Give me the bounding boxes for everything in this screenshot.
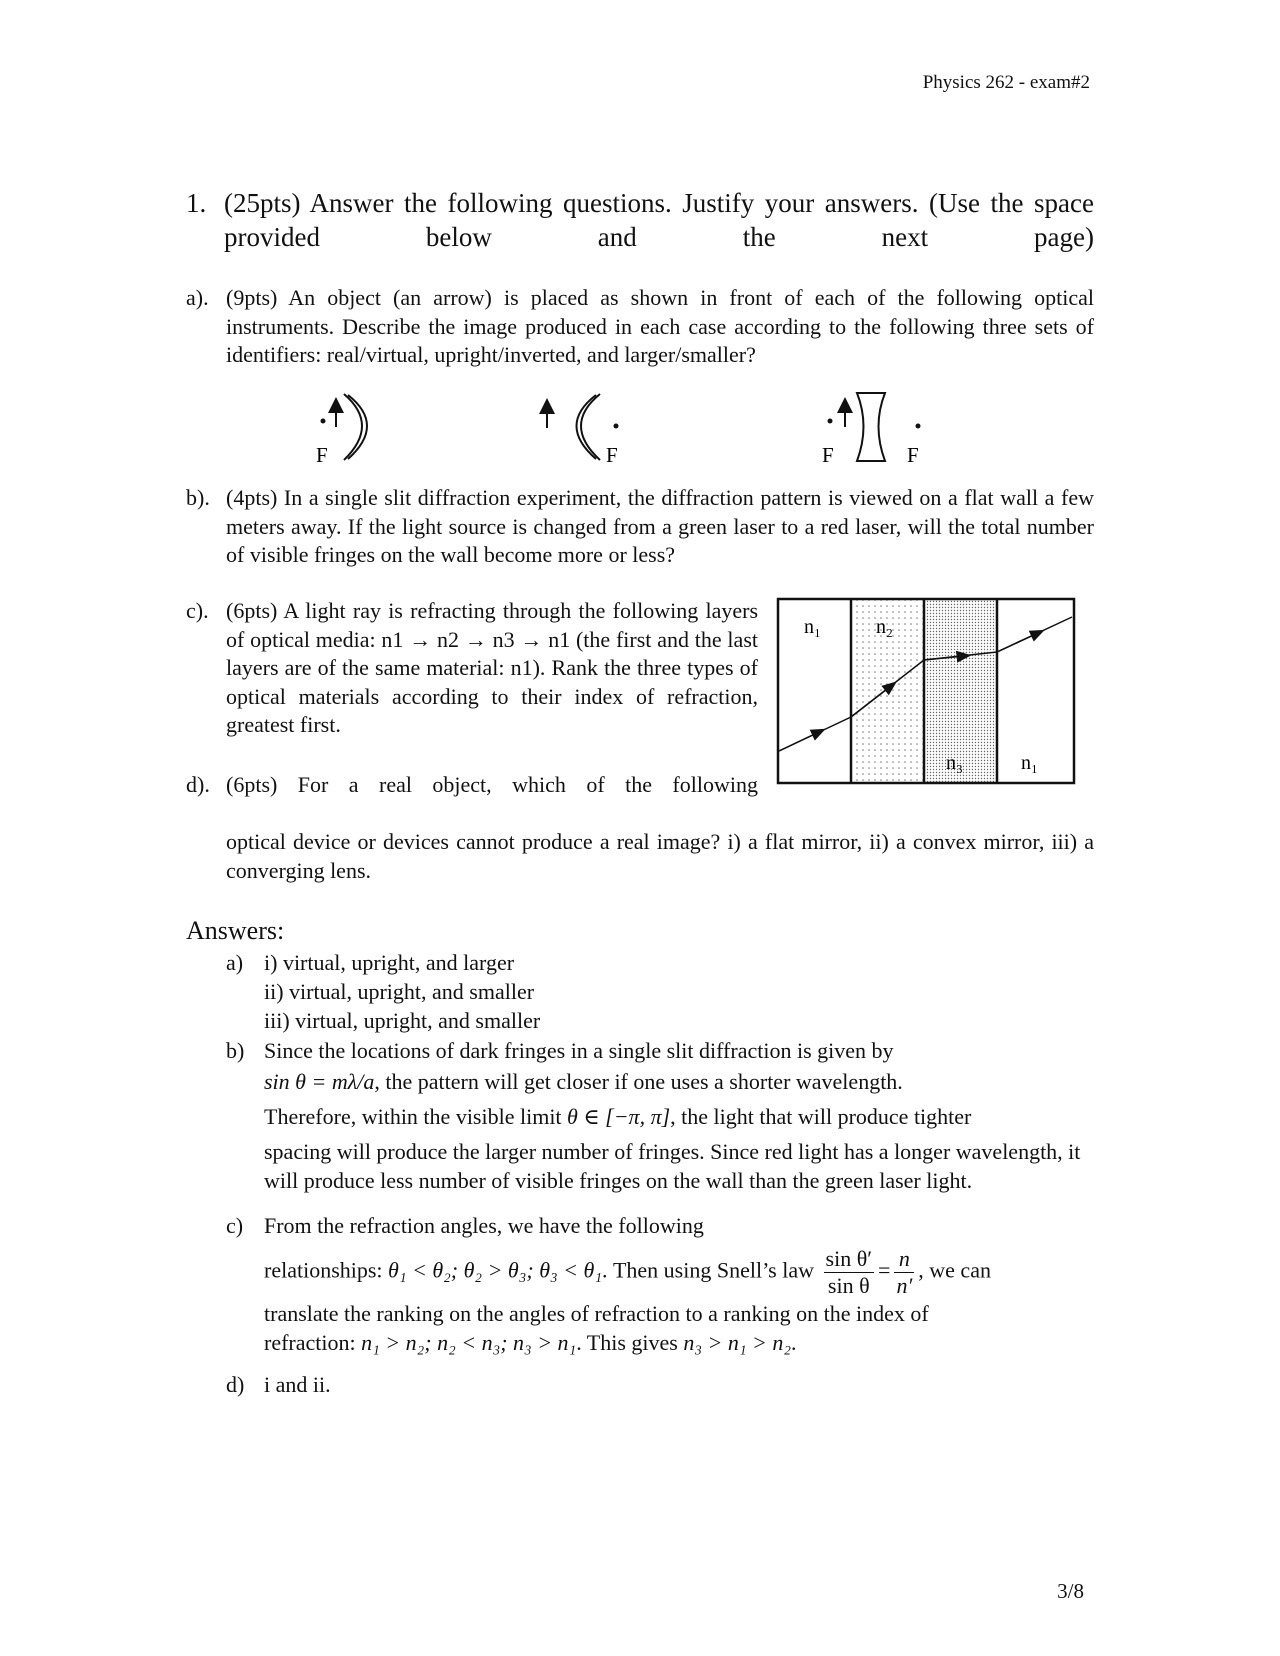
answer-b-line3b: , the light that will produce tighter: [670, 1104, 972, 1129]
diverging-lens: [822, 393, 921, 467]
answer-b-line3a: Therefore, within the visible limit: [264, 1104, 562, 1129]
answer-b: [226, 1036, 1106, 1195]
answer-d: [226, 1370, 1106, 1399]
index-relationships: n₁ > n₂; n₂ < n₃; n₃ > n₁: [361, 1330, 577, 1355]
focal-point: [321, 419, 326, 424]
answer-c-rel-end: , we can: [918, 1257, 991, 1283]
answer-c-line1: From the refraction angles, we have the following: [264, 1213, 704, 1238]
answer-c-ref-prefix: refraction:: [264, 1330, 356, 1355]
answers-heading: Answers:: [186, 916, 285, 945]
answer-b-line1: Since the locations of dark fringes in a single slit diffraction is given by: [264, 1038, 894, 1063]
answer-b-rest: spacing will produce the larger number of fringes. Since red light has a longer wavelength, it will produce less number of visible fringes on the wall than the green laser light.: [264, 1139, 1081, 1193]
answer-c-ref-end: .: [791, 1330, 797, 1355]
answer-c-label: c): [226, 1213, 244, 1238]
angle-relationships: θ₁ < θ₂; θ₂ > θ₃; θ₃ < θ₁: [388, 1257, 602, 1283]
answer-c-rel-prefix: relationships:: [264, 1257, 383, 1283]
part-c: [186, 597, 758, 740]
page-header: Physics 262 - exam#2: [922, 72, 1090, 93]
answer-c: c) From the refraction angles, we have the following relationships: θ₁ < θ₂; θ₂ > θ₃; θ₃ < θ₁. Then using Snell’s law $\frac{\text{sin θ′}}{\text{sin θ}}$ = $\frac{n}{n'}$ , we can translate the ranking on the angles of refraction to a ranking on the index of refraction: n₁ > n₂; n₂ < n₃; n₃ > n₁. This gives n₃ > n₁ > n₂.: [226, 1211, 1106, 1357]
question-number: 1.: [186, 188, 207, 218]
focal-point: [828, 419, 833, 424]
answer-c-ref-mid: . This gives: [576, 1330, 678, 1355]
optics-figure: [0, 0, 1280, 500]
convex-mirror: [547, 394, 619, 467]
answer-c-line3: translate the ranking on the angles of refraction to a ranking on the index of: [264, 1301, 929, 1326]
focal-label: F: [606, 443, 618, 467]
answer-c-rel-mid: . Then using Snell’s law: [601, 1257, 815, 1283]
page-number: 3/8: [1057, 1579, 1084, 1603]
part-a-text: (9pts) An object (an arrow) is placed as shown in front of each of the following optical instruments. Describe the image produced in each case according to the following three sets of identifiers: real/virtual, upright/inverted, and larger/smaller?: [226, 285, 1094, 367]
focal-label: F: [907, 443, 919, 467]
part-b-label: b).: [186, 485, 210, 510]
label-n1: n₁: [804, 616, 821, 638]
concave-mirror: [316, 394, 367, 467]
focal-label: F: [822, 443, 834, 467]
answer-a-label: a): [226, 950, 244, 975]
focal-point: [614, 424, 619, 429]
diffraction-equation: sin θ = mλ/a: [264, 1069, 375, 1094]
part-d-text-line1: (6pts) For a real object, which of the following: [226, 772, 758, 797]
part-d-text-rest: optical device or devices cannot produce a real image? i) a flat mirror, ii) a convex mirror, iii) a converging lens.: [226, 829, 1094, 883]
part-c-text: (6pts) A light ray is refracting through the following layers of optical media: n1 → n2 → n3 → n1 (the first and the last layers are of the same material: n1). Rank the three types of optical materials according to their index of refraction, greatest first.: [226, 598, 758, 737]
question-text: (25pts) Answer the following questions. Justify your answers. (Use the space provided below and the next page): [224, 188, 1094, 252]
answer-a-line: i) virtual, upright, and larger: [264, 950, 515, 975]
part-a-label: a).: [186, 285, 209, 310]
index-ranking: n₃ > n₁ > n₂: [683, 1330, 791, 1355]
snell-fraction-left: $\frac{\text{sin θ′}}{\text{sin θ}}$: [825, 1246, 873, 1298]
answer-d-label: d): [226, 1372, 245, 1397]
part-d: [186, 771, 1094, 885]
label-n3: n₃: [946, 752, 963, 774]
part-d-label: d).: [186, 772, 210, 797]
label-n1-right: n₁: [1021, 752, 1038, 774]
answer-a: [226, 948, 1106, 1035]
label-n2: n₂: [876, 616, 893, 638]
part-b: [186, 484, 1094, 570]
part-b-text: (4pts) In a single slit diffraction experiment, the diffraction pattern is viewed on a flat wall a few meters away. If the light source is changed from a green laser to a red laser, will the total number of visible fringes on the wall become more or less?: [226, 485, 1094, 567]
angle-range-equation: θ ∈ [−π, π]: [567, 1104, 671, 1129]
part-c-label: c).: [186, 598, 209, 623]
answer-b-label: b): [226, 1038, 245, 1063]
focal-label: F: [316, 443, 328, 467]
snell-fraction-right: $\frac{n}{n'}$: [896, 1246, 913, 1298]
focal-point: [916, 424, 921, 429]
answer-a-line: iii) virtual, upright, and smaller: [264, 1008, 541, 1033]
answer-a-line: ii) virtual, upright, and smaller: [264, 979, 535, 1004]
refraction-figure: [776, 597, 1078, 787]
answer-d-text: i and ii.: [264, 1372, 331, 1397]
answer-b-line2: , the pattern will get closer if one uses a shorter wavelength.: [374, 1069, 903, 1094]
